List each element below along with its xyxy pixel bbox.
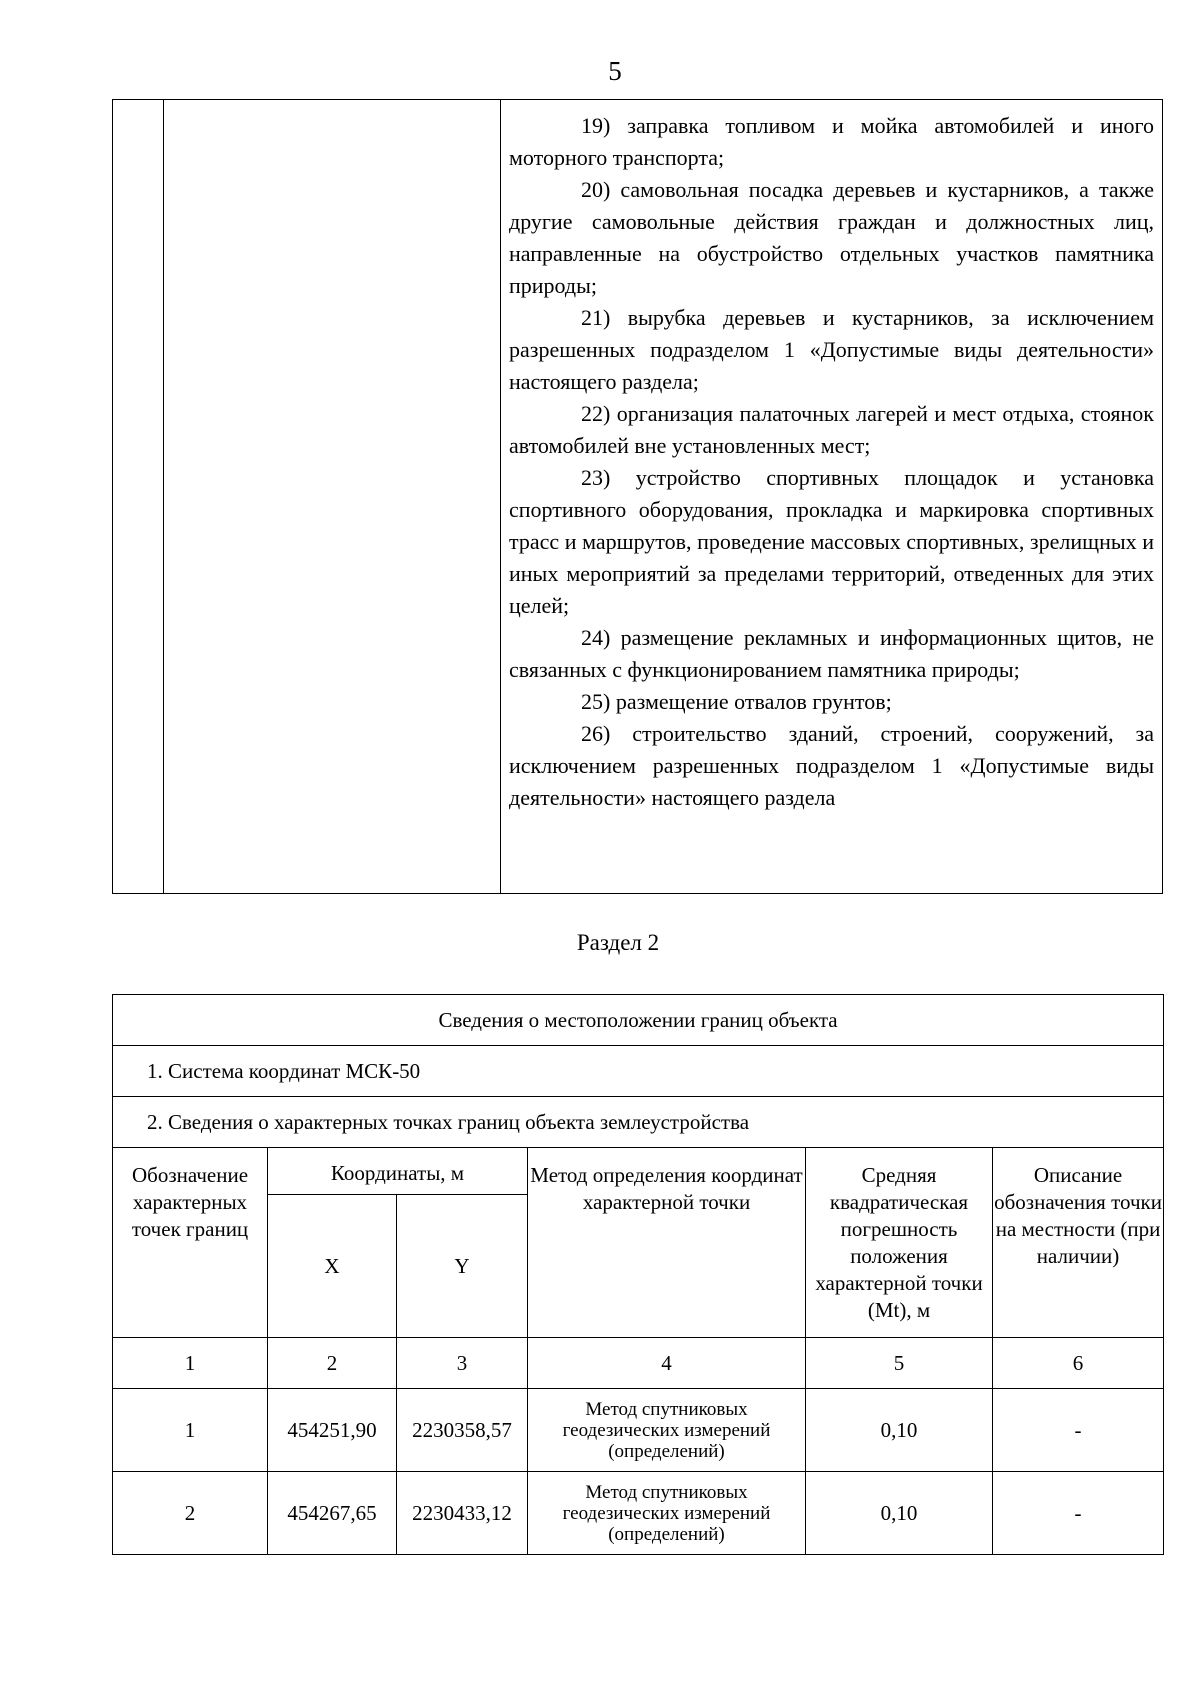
coordinate-y: 2230433,12 [397, 1472, 528, 1555]
coordinate-y: 2230358,57 [397, 1389, 528, 1472]
column-number: 4 [528, 1338, 806, 1389]
description: - [993, 1472, 1164, 1555]
number-column-cell [113, 100, 164, 894]
list-item: 22) организация палаточных лагерей и мест отдыха, стоянок автомобилей вне установленных мест; [509, 401, 1154, 458]
coordinate-x: 454251,90 [268, 1389, 397, 1472]
column-numbers-row [113, 1338, 1164, 1389]
method: Метод спутниковых геодезических измерений (определений) [528, 1472, 806, 1555]
header-description: Описание обозначения точки на местности (при наличии) [993, 1148, 1164, 1338]
list-item: 23) устройство спортивных площадок и установка спортивного оборудования, прокладка и маркировка спортивных трасс и маршрутов, проведение массовых спортивных, зрелищных и иных мероприятий за пределами территорий, отведенных для этих целей; [509, 465, 1154, 618]
prohibited-activities-cell [501, 100, 1163, 894]
accuracy: 0,10 [806, 1472, 993, 1555]
points-title-row [113, 1097, 1164, 1148]
list-item: 25) размещение отвалов грунтов; [581, 689, 892, 714]
coordinate-system-row [113, 1046, 1164, 1097]
header-designation: Обозначение характерных точек границ [113, 1148, 268, 1338]
list-item: 26) строительство зданий, строений, сооружений, за исключением разрешенных подразделом 1 «Допустимые виды деятельности» настоящего раздела [509, 721, 1154, 810]
boundary-points-table [112, 994, 1164, 1555]
page-number: 5 [608, 56, 622, 86]
prohibition-list [501, 100, 1162, 814]
header-y: Y [397, 1195, 528, 1338]
header-coordinates: Координаты, м [268, 1148, 528, 1195]
description: - [993, 1389, 1164, 1472]
header-method: Метод определения координат характерной точки [528, 1148, 806, 1338]
method: Метод спутниковых геодезических измерений (определений) [528, 1389, 806, 1472]
header-accuracy: Средняя квадратическая погрешность положения характерной точки (Mt), м [806, 1148, 993, 1338]
table-row [113, 100, 1163, 894]
zone-column-cell [164, 100, 501, 894]
column-number: 5 [806, 1338, 993, 1389]
accuracy: 0,10 [806, 1389, 993, 1472]
column-number: 2 [268, 1338, 397, 1389]
list-item: 19) заправка топливом и мойка автомобилей и иного моторного транспорта; [509, 113, 1154, 170]
table-row [113, 1389, 1164, 1472]
list-item: 21) вырубка деревьев и кустарников, за исключением разрешенных подразделом 1 «Допустимые виды деятельности» настоящего раздела; [509, 305, 1154, 394]
list-item: 20) самовольная посадка деревьев и кустарников, а также другие самовольные действия граждан и должностных лиц, направленные на обустройство отдельных участков памятника природы; [509, 177, 1154, 298]
section-heading: Раздел 2 [576, 930, 660, 955]
coordinate-x: 454267,65 [268, 1472, 397, 1555]
restrictions-table [112, 99, 1163, 894]
column-number: 1 [113, 1338, 268, 1389]
points-title: 2. Сведения о характерных точках границ объекта землеустройства [113, 1097, 1164, 1148]
column-number: 6 [993, 1338, 1164, 1389]
list-item: 24) размещение рекламных и информационных щитов, не связанных с функционированием памятника природы; [509, 625, 1154, 682]
header-row [113, 1148, 1164, 1195]
column-number: 3 [397, 1338, 528, 1389]
table-caption: Сведения о местоположении границ объекта [113, 995, 1164, 1046]
table-caption-row [113, 995, 1164, 1046]
point-id: 2 [113, 1472, 268, 1555]
point-id: 1 [113, 1389, 268, 1472]
table-row [113, 1472, 1164, 1555]
coordinate-system: 1. Система координат МСК-50 [113, 1046, 1164, 1097]
header-x: X [268, 1195, 397, 1338]
